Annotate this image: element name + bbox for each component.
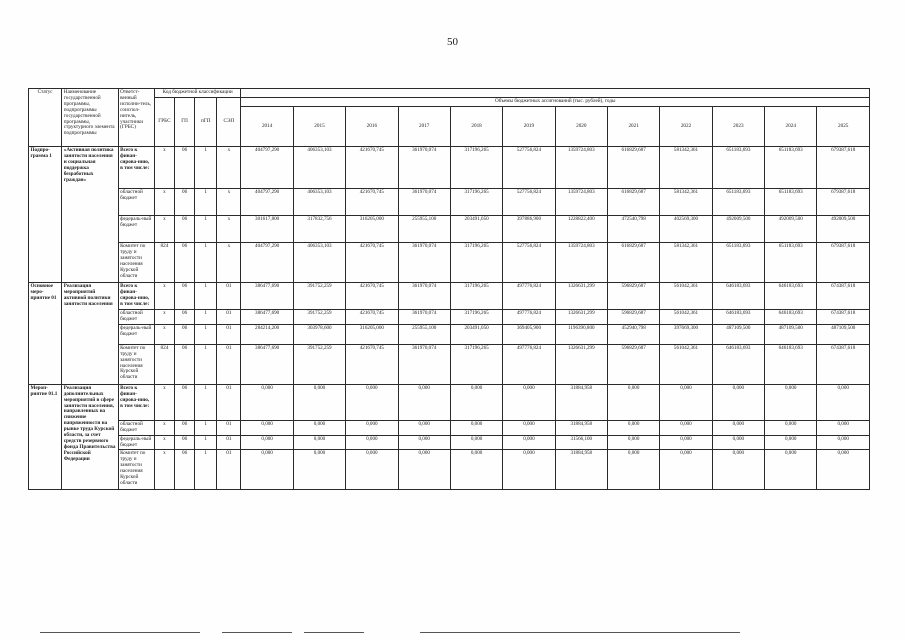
row-value: 651183,693 (712, 147, 764, 189)
row-code: 06 (175, 216, 195, 243)
row-value: 361970,074 (398, 344, 450, 384)
row-value: 452940,798 (607, 324, 659, 344)
row-name: Реализация мероприятий активной политики занятости населения (62, 283, 118, 385)
header-code-4: СЭП (217, 98, 241, 147)
row-name: Реализация дополнительных мероприятий в сфере занятости населения, направленных на снижение напряженности на рынке труда Курской области, за счет средств резервного фонда Правительства Российской Федерации (62, 384, 118, 490)
row-value: 651183,693 (712, 243, 764, 283)
row-value: 421670,745 (346, 189, 398, 216)
row-code: 01 (217, 324, 241, 344)
row-value: 316205,000 (346, 216, 398, 243)
row-code: 1 (195, 420, 217, 435)
row-value: 0,000 (607, 435, 659, 450)
row-value: 0,000 (817, 384, 870, 420)
table-row (29, 384, 870, 420)
row-value: 404797,290 (241, 189, 293, 216)
footer-rule (420, 632, 740, 633)
row-executor: федераль-ный бюджет (118, 324, 154, 344)
table-row (29, 344, 870, 384)
row-value: 616829,687 (607, 189, 659, 216)
header-row-1 (29, 89, 870, 98)
row-value: 0,000 (346, 435, 398, 450)
row-executor: Комитет по труду и занятости населения Курской области (118, 344, 154, 384)
row-value: 492009,500 (765, 216, 817, 243)
row-value: 361970,074 (398, 310, 450, 325)
table-row (29, 283, 870, 310)
header-year: 2016 (346, 107, 398, 147)
row-value: 651183,693 (765, 147, 817, 189)
row-value: 674387,618 (817, 283, 870, 310)
row-value: 361970,074 (398, 243, 450, 283)
row-value: 404797,290 (241, 147, 293, 189)
header-year: 2017 (398, 107, 450, 147)
footer-rule (222, 632, 292, 633)
row-value: 0,000 (241, 384, 293, 420)
row-code: 06 (175, 310, 195, 325)
row-value: 616829,687 (607, 243, 659, 283)
row-value: 561042,361 (660, 310, 712, 325)
row-value: 492009,500 (817, 216, 870, 243)
row-code: 06 (175, 450, 195, 490)
row-value: 0,000 (398, 450, 450, 490)
row-value: 0,000 (503, 435, 555, 450)
row-value: 561042,361 (660, 344, 712, 384)
row-code: 06 (175, 384, 195, 420)
row-value: 317832,756 (293, 216, 345, 243)
row-value: 391752,259 (293, 310, 345, 325)
row-executor: Комитет по труду и занятости населения Курской области (118, 450, 154, 490)
row-value: 391752,259 (293, 283, 345, 310)
row-value: 397669,300 (660, 324, 712, 344)
row-executor: Комитет по труду и занятости населения Курской области (118, 243, 154, 283)
row-value: 674387,618 (817, 310, 870, 325)
header-status: Статус (29, 89, 62, 147)
row-code: х (154, 384, 174, 420)
row-executor: областной бюджет (118, 189, 154, 216)
row-code: х (154, 450, 174, 490)
row-value: 31884,958 (555, 384, 607, 420)
row-value: 404797,290 (241, 243, 293, 283)
row-value: 596829,687 (607, 310, 659, 325)
row-executor: Всего к финан-сирова-нию, в том числе: (118, 147, 154, 189)
row-value: 596829,687 (607, 344, 659, 384)
row-value: 651183,693 (765, 189, 817, 216)
row-value: 317196,265 (450, 344, 502, 384)
row-value: 674387,618 (817, 344, 870, 384)
row-code: 1 (195, 450, 217, 490)
row-value: 406353,103 (293, 147, 345, 189)
row-value: 406353,103 (293, 189, 345, 216)
row-value: 386477,690 (241, 344, 293, 384)
row-value: 1359724,803 (555, 147, 607, 189)
row-value: 0,000 (241, 450, 293, 490)
header-name: Наименование государственной программы, подпрограммы государственной программы, структурного элемента подпрограммы (62, 89, 118, 147)
row-value: 0,000 (398, 384, 450, 420)
header-code-1: ГРБС (154, 98, 174, 147)
row-code: х (154, 189, 174, 216)
header-year: 2020 (555, 107, 607, 147)
row-value: 0,000 (607, 450, 659, 490)
row-value: 679387,618 (817, 243, 870, 283)
row-value: 487109,500 (817, 324, 870, 344)
header-code-2: ГП (175, 98, 195, 147)
row-code: х (217, 216, 241, 243)
row-value: 0,000 (346, 384, 398, 420)
table-row (29, 324, 870, 344)
row-value: 0,000 (660, 384, 712, 420)
row-value: 317196,265 (450, 283, 502, 310)
row-value: 31884,958 (555, 420, 607, 435)
table-row (29, 435, 870, 450)
row-code: 1 (195, 147, 217, 189)
row-value: 581342,361 (660, 243, 712, 283)
row-status: Мероп-риятие 01.1 (29, 384, 62, 490)
row-value: 561042,361 (660, 283, 712, 310)
row-code: 1 (195, 216, 217, 243)
row-value: 303978,600 (293, 324, 345, 344)
row-value: 0,000 (660, 435, 712, 450)
row-value: 0,000 (241, 420, 293, 435)
row-value: 397886,900 (503, 216, 555, 243)
row-value: 487109,500 (712, 324, 764, 344)
row-value: 0,000 (765, 420, 817, 435)
row-code: 06 (175, 324, 195, 344)
header-year: 2019 (503, 107, 555, 147)
row-value: 31884,958 (555, 450, 607, 490)
row-value: 616829,687 (607, 147, 659, 189)
row-value: 255955,100 (398, 216, 450, 243)
row-value: 386477,690 (241, 283, 293, 310)
row-value: 0,000 (398, 435, 450, 450)
row-code: 1 (195, 344, 217, 384)
row-code: х (154, 435, 174, 450)
row-value: 1359724,803 (555, 189, 607, 216)
row-value: 255955,100 (398, 324, 450, 344)
header-year: 2022 (660, 107, 712, 147)
row-value: 0,000 (503, 420, 555, 435)
row-value: 0,000 (503, 450, 555, 490)
footer-rule (304, 632, 364, 633)
header-year: 2018 (450, 107, 502, 147)
header-year: 2014 (241, 107, 293, 147)
row-value: 0,000 (503, 384, 555, 420)
row-code: х (154, 420, 174, 435)
table-row (29, 243, 870, 283)
row-value: 497776,824 (503, 344, 555, 384)
row-code: 01 (217, 450, 241, 490)
header-volumes-group: Объемы бюджетных ассигнований (тыс. рублей), годы (241, 98, 870, 107)
row-value: 0,000 (450, 450, 502, 490)
row-code: 1 (195, 435, 217, 450)
budget-table (28, 88, 870, 490)
row-value: 497776,824 (503, 283, 555, 310)
row-value: 1326631,299 (555, 344, 607, 384)
row-value: 0,000 (293, 435, 345, 450)
row-code: 06 (175, 283, 195, 310)
row-value: 1196390,800 (555, 324, 607, 344)
row-code: 06 (175, 344, 195, 384)
row-value: 402569,300 (660, 216, 712, 243)
row-code: х (217, 147, 241, 189)
row-code: 01 (217, 384, 241, 420)
row-value: 361970,074 (398, 147, 450, 189)
row-value: 301617,800 (241, 216, 293, 243)
header-blank-band (241, 89, 870, 98)
row-code: 01 (217, 344, 241, 384)
row-code: 1 (195, 189, 217, 216)
row-code: 06 (175, 189, 195, 216)
row-value: 646183,693 (765, 283, 817, 310)
table-row (29, 310, 870, 325)
row-code: 01 (217, 310, 241, 325)
row-code: 1 (195, 310, 217, 325)
row-code: 06 (175, 243, 195, 283)
row-value: 1359724,803 (555, 243, 607, 283)
row-value: 487109,500 (765, 324, 817, 344)
row-value: 527756,824 (503, 243, 555, 283)
row-value: 0,000 (241, 435, 293, 450)
row-value: 361970,074 (398, 283, 450, 310)
row-value: 0,000 (660, 420, 712, 435)
row-value: 646183,693 (712, 344, 764, 384)
row-code: х (154, 310, 174, 325)
row-code: 1 (195, 324, 217, 344)
row-value: 0,000 (765, 450, 817, 490)
row-value: 421670,745 (346, 283, 398, 310)
table-row (29, 147, 870, 189)
row-value: 0,000 (712, 435, 764, 450)
row-code: х (154, 324, 174, 344)
row-value: 317196,265 (450, 189, 502, 216)
row-value: 0,000 (765, 384, 817, 420)
row-value: 472540,798 (607, 216, 659, 243)
table-row (29, 216, 870, 243)
row-value: 0,000 (346, 420, 398, 435)
row-value: 0,000 (817, 435, 870, 450)
row-executor: Всего к финан-сирова-нию, в том числе: (118, 384, 154, 420)
row-code: х (217, 243, 241, 283)
row-value: 581342,361 (660, 147, 712, 189)
table-row (29, 189, 870, 216)
header-year: 2021 (607, 107, 659, 147)
row-value: 527756,824 (503, 189, 555, 216)
row-value: 386477,690 (241, 310, 293, 325)
row-value: 284214,200 (241, 324, 293, 344)
row-value: 203491,050 (450, 324, 502, 344)
row-value: 203491,050 (450, 216, 502, 243)
row-value: 1326631,299 (555, 283, 607, 310)
row-executor: Всего к финан-сирова-нию, в том числе: (118, 283, 154, 310)
row-value: 0,000 (293, 450, 345, 490)
row-code: 1 (195, 243, 217, 283)
header-year: 2023 (712, 107, 764, 147)
row-value: 317196,265 (450, 147, 502, 189)
row-value: 646183,693 (765, 310, 817, 325)
row-code: 01 (217, 283, 241, 310)
row-code: 824 (154, 344, 174, 384)
row-executor: федераль-ный бюджет (118, 216, 154, 243)
row-code: 01 (217, 435, 241, 450)
row-value: 646183,693 (712, 283, 764, 310)
header-year: 2025 (817, 107, 870, 147)
row-value: 596829,687 (607, 283, 659, 310)
row-value: 646183,693 (765, 344, 817, 384)
row-code: х (154, 147, 174, 189)
row-executor: областной бюджет (118, 420, 154, 435)
page-number: 50 (447, 36, 458, 48)
row-value: 421670,745 (346, 243, 398, 283)
row-value: 0,000 (450, 435, 502, 450)
row-value: 497776,824 (503, 310, 555, 325)
row-value: 421670,745 (346, 147, 398, 189)
header-year: 2024 (765, 107, 817, 147)
row-value: 0,000 (765, 435, 817, 450)
footer-rule (40, 632, 200, 633)
row-value: 0,000 (293, 384, 345, 420)
row-value: 0,000 (398, 420, 450, 435)
row-value: 0,000 (712, 450, 764, 490)
row-value: 0,000 (817, 420, 870, 435)
row-code: 1 (195, 384, 217, 420)
row-executor: областной бюджет (118, 310, 154, 325)
row-code: 01 (217, 420, 241, 435)
row-value: 0,000 (712, 384, 764, 420)
row-status: Основное меро-приятие 01 (29, 283, 62, 385)
row-value: 0,000 (293, 420, 345, 435)
row-code: 824 (154, 243, 174, 283)
row-value: 421670,745 (346, 310, 398, 325)
row-value: 679387,618 (817, 147, 870, 189)
row-code: 06 (175, 420, 195, 435)
row-executor: федераль-ный бюджет (118, 435, 154, 450)
row-code: х (154, 283, 174, 310)
row-value: 31566,100 (555, 435, 607, 450)
row-value: 646183,693 (712, 310, 764, 325)
row-code: 06 (175, 435, 195, 450)
row-value: 0,000 (450, 384, 502, 420)
row-value: 317196,265 (450, 310, 502, 325)
table-row (29, 450, 870, 490)
row-value: 679387,618 (817, 189, 870, 216)
row-value: 651183,693 (712, 189, 764, 216)
row-value: 527756,824 (503, 147, 555, 189)
row-value: 0,000 (712, 420, 764, 435)
row-value: 492009,500 (712, 216, 764, 243)
row-value: 1326631,299 (555, 310, 607, 325)
row-value: 1228822,400 (555, 216, 607, 243)
row-value: 391752,259 (293, 344, 345, 384)
row-value: 0,000 (346, 450, 398, 490)
row-code: х (154, 216, 174, 243)
row-value: 0,000 (607, 384, 659, 420)
row-value: 369405,900 (503, 324, 555, 344)
header-year: 2015 (293, 107, 345, 147)
header-row-2 (29, 98, 870, 107)
row-value: 581342,361 (660, 189, 712, 216)
header-code-3: пГП (195, 98, 217, 147)
row-value: 316205,000 (346, 324, 398, 344)
row-value: 361970,074 (398, 189, 450, 216)
header-code-group: Код бюджетной классификации (154, 89, 241, 98)
header-executor: Ответст-венный исполни-тель, соиспол-нитель, участники (ГРБС) (118, 89, 154, 147)
row-code: 06 (175, 147, 195, 189)
table-row (29, 420, 870, 435)
row-value: 0,000 (660, 450, 712, 490)
row-code: х (217, 189, 241, 216)
row-name: «Активная политика занятости населения и социальная поддержка безработных граждан» (62, 147, 118, 283)
row-value: 317196,265 (450, 243, 502, 283)
row-code: 1 (195, 283, 217, 310)
row-value: 651183,693 (765, 243, 817, 283)
row-value: 406353,103 (293, 243, 345, 283)
row-value: 0,000 (817, 450, 870, 490)
row-value: 421670,745 (346, 344, 398, 384)
row-value: 0,000 (450, 420, 502, 435)
row-status: Подпро-грамма 1 (29, 147, 62, 283)
row-value: 0,000 (607, 420, 659, 435)
